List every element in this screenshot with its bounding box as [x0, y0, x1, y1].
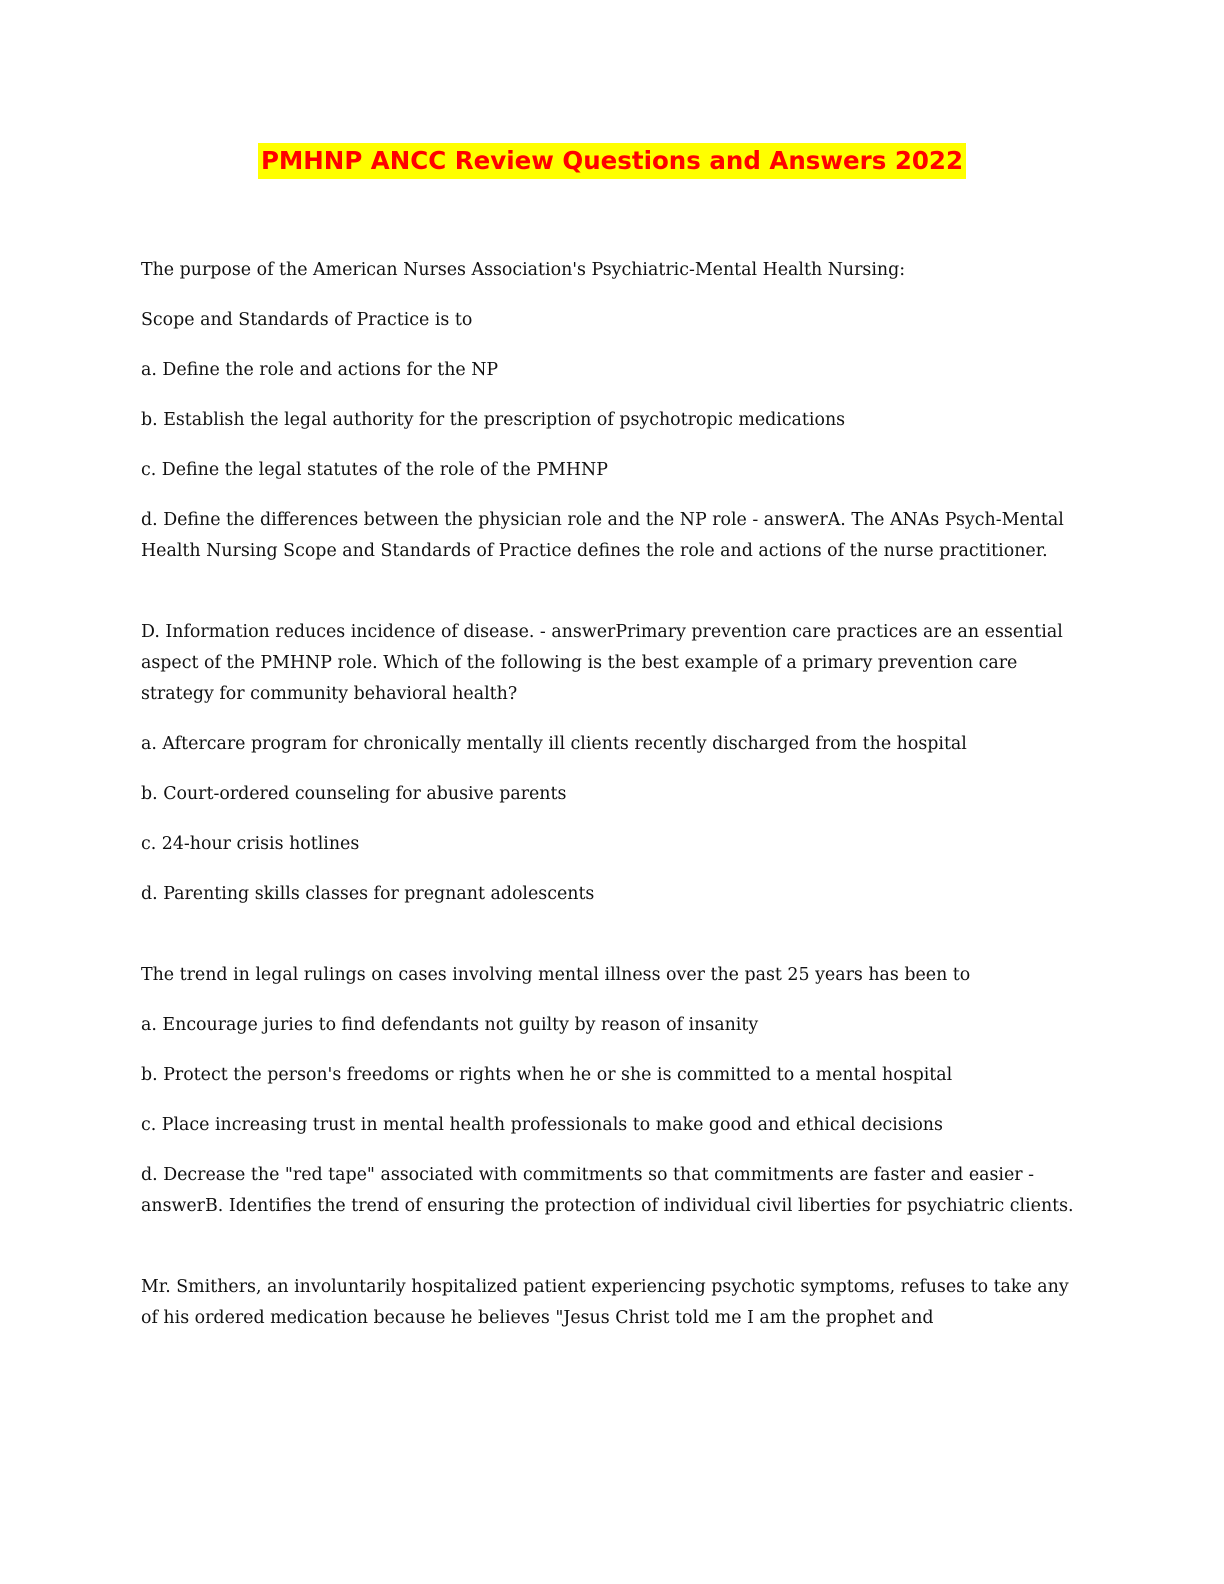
question-2-option-c: c. 24-hour crisis hotlines	[141, 834, 360, 854]
question-3-option-a: a. Encourage juries to find defendants not guilty by reason of insanity	[141, 1015, 759, 1035]
question-1-option-c: c. Define the legal statutes of the role of the PMHNP	[141, 460, 608, 480]
question-1-option-a: a. Define the role and actions for the NP	[141, 360, 499, 380]
question-2-stem: D. Information reduces incidence of disease. - answerPrimary prevention care practices are an essential aspect of the PMHNP role. Which of the following is the best example of a primary prevention care strategy for community behavioral health?	[141, 622, 1063, 704]
document-title: PMHNP ANCC Review Questions and Answers 2022	[258, 143, 966, 179]
question-4-stem: Mr. Smithers, an involuntarily hospitalized patient experiencing psychotic symptoms, refuses to take any of his ordered medication because he believes "Jesus Christ told me I am the prophet and	[141, 1277, 1069, 1328]
question-1-option-b: b. Establish the legal authority for the prescription of psychotropic medications	[141, 410, 846, 430]
document-body	[141, 255, 1081, 1353]
question-3-option-d-answer: d. Decrease the "red tape" associated with commitments so that commitments are faster and easier - answerB. Identifies the trend of ensuring the protection of individual civil liberties for psychiatric clients.	[141, 1165, 1074, 1216]
question-2-option-a: a. Aftercare program for chronically mentally ill clients recently discharged from the hospital	[141, 734, 967, 754]
question-2-option-d: d. Parenting skills classes for pregnant adolescents	[141, 884, 595, 904]
question-1-stem-cont: Scope and Standards of Practice is to	[141, 310, 473, 330]
question-2-option-b: b. Court-ordered counseling for abusive parents	[141, 784, 567, 804]
document-header	[0, 143, 1224, 179]
question-1-option-d-answer: d. Define the differences between the physician role and the NP role - answerA. The ANAs Psych-Mental Health Nursing Scope and Standards of Practice defines the role and actions of the nurse practitioner.	[141, 510, 1064, 561]
question-1-stem: The purpose of the American Nurses Association's Psychiatric-Mental Health Nursing:	[141, 260, 906, 280]
question-3-stem: The trend in legal rulings on cases involving mental illness over the past 25 years has been to	[141, 965, 971, 985]
question-3-option-b: b. Protect the person's freedoms or rights when he or she is committed to a mental hospital	[141, 1065, 953, 1085]
question-3-option-c: c. Place increasing trust in mental health professionals to make good and ethical decisions	[141, 1115, 943, 1135]
